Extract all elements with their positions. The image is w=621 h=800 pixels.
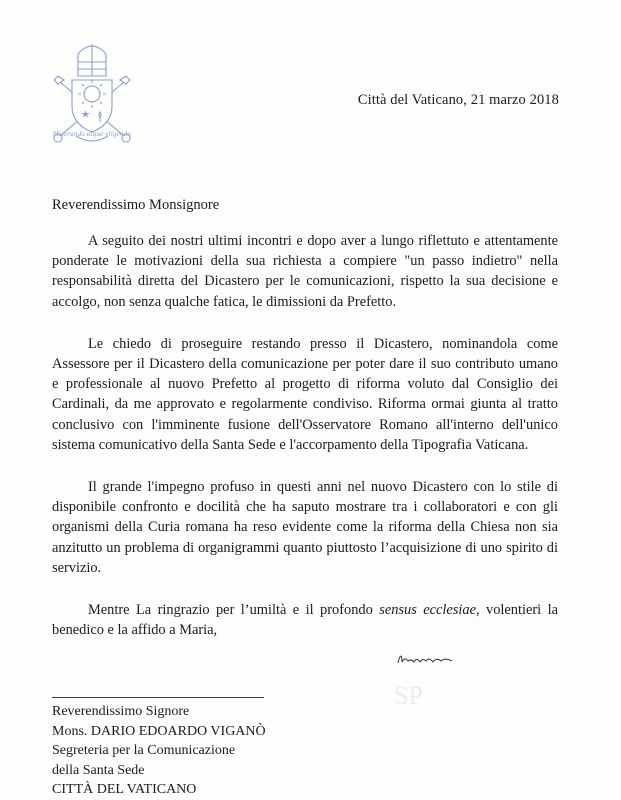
addressee-office: Segreteria per la Comunicazione xyxy=(52,743,236,759)
closing-text-after: , volentieri la benedico e la affido a Maria, xyxy=(52,602,558,639)
addressee-title: Reverendissimo Signore xyxy=(52,704,190,719)
paragraph-3: Il grande l'impegno profuso in questi anni nel nuovo Dicastero con lo stile di disponibile confronto e docilità che ha saputo mostrare tra i collaboratori e con gli organismi della Curia romana ha reso evidente come la riforma della Chiesa non sia anzitutto un problema di organigrammi quanto piuttosto l’acquisizione di uno spirito di servizio. xyxy=(52,479,558,576)
addressee-name: Mons. DARIO EDOARDO VIGANÒ xyxy=(52,723,266,739)
closing-paragraph xyxy=(52,600,558,640)
addressee-divider xyxy=(52,697,264,698)
signature-mark xyxy=(396,652,454,666)
letter-body xyxy=(52,231,558,640)
closing-emphasis: sensus ecclesiae xyxy=(379,602,476,619)
addressee-office-2: della Santa Sede xyxy=(52,762,145,778)
addressee-city: CITTÀ DEL VATICANO xyxy=(52,782,197,798)
paragraph-1: A seguito dei nostri ultimi incontri e dopo aver a lungo riflettuto e attentamente ponderate le motivazioni della sua richiesta a compiere "un passo indietro" nella responsabilità diretta del Dicastero per le comunicazioni, rispetto la sua decisione e accolgo, non senza qualche fatica, le dimissioni da Prefetto. xyxy=(52,233,558,310)
crest-motto: Miserando atque eligendo xyxy=(52,130,132,138)
faint-stamp-mark xyxy=(388,676,444,716)
svg-text:SP: SP xyxy=(394,681,423,710)
dateline: Città del Vaticano, 21 marzo 2018 xyxy=(357,92,559,108)
closing-text-before: Mentre La ringrazio per l’umiltà e il profondo xyxy=(88,602,380,619)
addressee-block xyxy=(52,702,266,800)
salutation: Reverendissimo Monsignore xyxy=(52,197,220,213)
paragraph-2: Le chiedo di proseguire restando presso il Dicastero, nominandola come Assessore per il Dicastero della comunicazione per poter dare il suo contributo umano e professionale al nuovo Prefetto al progetto di riforma voluto dal Consiglio dei Cardinali, da me approvato e regolarmente condiviso. Riforma ormai giunta al tratto conclusivo con l'imminente fusione dell'Osservatore Romano all'interno dell'unico sistema comunicativo della Santa Sede e l'accorpamento della Tipografia Vaticana. xyxy=(52,335,558,453)
